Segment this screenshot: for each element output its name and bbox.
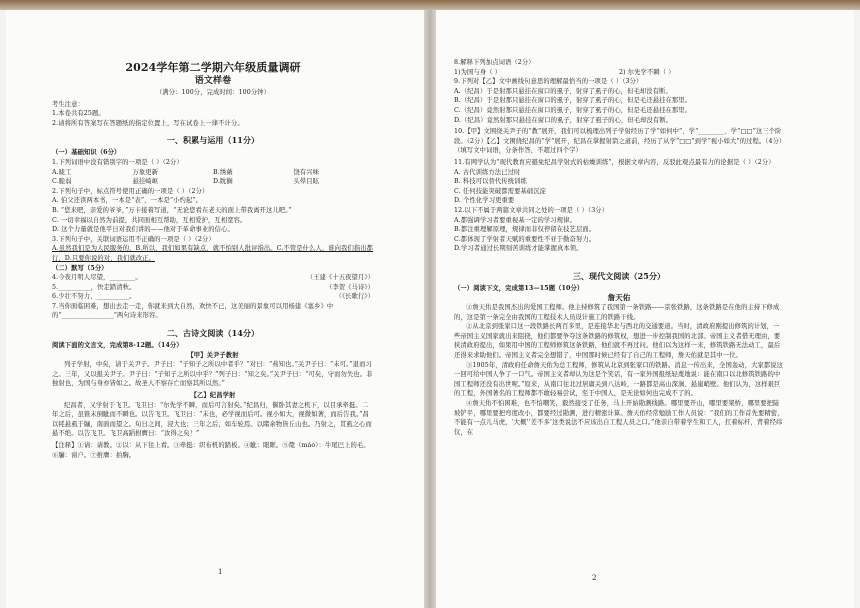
passage-jia-title: 【甲】关尹子教射	[187, 351, 239, 359]
reading-instruction: 阅读下面的文言文，完成第8-12题。（14分）	[52, 342, 183, 350]
question-5: 5.__________，快走踏清秋。	[52, 283, 136, 291]
question-1-options	[52, 168, 374, 187]
notice-item: 2.请将所有答案写在答题纸的指定位置上，写在试卷上一律不计分。	[52, 119, 244, 127]
question-3-sentence: A.虽然我们是为人民服务的，B.所以，我们如果有缺点，就不怕别人批评指出。C.不管是什么人，谁向我们指出都行，D.只要你说的对，我们就改正。	[52, 245, 374, 262]
question-2: 2.下列句子中，标点符号使用正确的一项是（ ）（2分）	[52, 187, 209, 195]
subsection-heading: （一）基础知识（6分）	[52, 149, 121, 157]
question-10: 10.【甲】文围绕关尹子的“教”展开，我们可以梳理出列子学射经历了学“如何中”、学“________、学“□□”这三个阶段。（2分）【乙】文围绕纪昌的“学”展开，纪昌在掌握射箭之道前，经历了从学“□□”到学“视小如大”的过程。（4分）（填写文中词语，分条作答，不超过四个字）	[454, 128, 783, 155]
article-paragraph: ④詹天佑不怕困难，也不怕嘲笑，毅然接受了任务，马上开始勘测线路。哪里要开山，哪里要架桥，哪里要把陡坡铲平，哪里要把弯度改小，都要经过勘测，进行精密计算。詹天佑经常勉励工作人员说：“我们的工作首先要精密，不能有一点儿马虎，‘大概’‘差不多’这类说法不应该出自工程人员之口。”他亲自带着学生和工人，扛着标杆，背着经纬仪，在	[454, 400, 784, 436]
question-8: 8.解释下列加点词语（2分）	[454, 59, 535, 66]
article-title: 詹天佑	[607, 293, 631, 303]
page-number: 1	[218, 568, 223, 576]
question-12: 12.以下不属于两篇文章共同之处的一项是（ ）（3分）	[454, 206, 609, 214]
passage-jia-text: 列子学射，中矣，请于关尹子。尹子曰：“子知子之所以中者乎？”对曰：“弗知也。”关尹子曰：“未可。”退而习之。三年，又以报关尹子。尹子曰：“子知子之所以中乎？”列子曰：“知之矣。”关尹子曰：“可矣，守而勿失也。非独射也，为国与身亦皆如之。故圣人不察存亡而察其所以然。”	[52, 361, 373, 388]
part-heading: 二、古诗文阅读（14分）	[166, 328, 260, 339]
option: B. 科技可以替代传统训练	[454, 178, 527, 186]
option: B.都注重理解原理，规律而非仅停留在技艺层面。	[454, 226, 596, 234]
option: C.（纪昌）竟然射那只悬挂在窗口的虱子，射穿了虱子的心，但是毛还悬挂在那里。	[454, 106, 692, 114]
page-number: 2	[592, 574, 597, 582]
page-left	[6, 10, 424, 608]
option: 万象更新	[132, 168, 159, 176]
option: A.都强调学习者要重视基一定的学习规律。	[454, 216, 576, 224]
question-7: 7.当你面临困难，想出去走一走，你就来到大自然，欢快不已，这美丽的景象可以用杨建《塞乡》中的“________________”两句诗来形容。	[52, 302, 334, 320]
passage-yi-text: 纪昌者，又学射于飞卫。飞卫曰：“尔先学不瞬，而后可言射矣。”纪昌归，偃卧其妻之机下，以目承牵挺。二年之后，虽锥末倒眦而不瞬也。以告飞卫。飞卫曰：“未也，必学视而后可。视小如大，视微如著，而后告我。”昌以牦悬虱于牖，南面而望之。旬日之间，浸大也；三年之后，如车轮焉。以睹余物皆丘山也。乃射之，贯虱之心而悬不绝。以告飞卫。飞卫高蹈拊膺曰：“汝得之矣！”	[52, 401, 372, 438]
option: D.（纪昌）竟然射那只悬挂在窗口的虱子，射穿了虱子的心，但毛却没有断。	[454, 116, 673, 124]
option: C. 任何技能突破都需要基础沉淀	[454, 187, 547, 195]
question-11: 11.有网学认为“现代教育应避免纪昌学射式的枯燥训练”，根据文章内容，反驳此观点最有力的论据是（ ）（2分）	[454, 158, 775, 166]
subsection-heading: （二）默写（5分）	[52, 264, 108, 272]
passage-yi-title: 【乙】纪昌学射	[190, 392, 236, 400]
option: A. 古代训练方法已过时	[454, 168, 521, 176]
question-4-source: （王建《十五夜望月》）	[306, 274, 374, 282]
part-heading: 一、积累与运用（11分）	[166, 135, 260, 146]
part-heading: 三、现代文阅读（25分）	[572, 270, 666, 281]
option: C.都体现了学射者天赋的重要性不亚于勤奋努力。	[454, 235, 596, 243]
question-6-row	[52, 292, 374, 302]
page-left-content	[52, 56, 374, 460]
option: D. 个性化学习更重要	[454, 197, 515, 205]
question-1: 1.下列词语中没有错别字的一项是（ ）（2分）	[52, 158, 183, 166]
option: 悬挂崎岖	[132, 178, 159, 186]
page-right-content	[454, 58, 784, 437]
question-8-items	[454, 68, 784, 78]
scan-top-edge	[0, 0, 860, 10]
option: C.脆弱	[52, 178, 72, 186]
subsection-heading: （一）阅读下文，完成第13—15题（10分）	[454, 284, 584, 292]
question-5-source: （李贺《马诗》）	[325, 283, 374, 291]
option: A.（纪昌）于是射那只悬挂在窗口的虱子，射穿了虱子的心，但毛却没有断。	[454, 87, 672, 95]
article-paragraph: ①詹天佑是我国杰出的爱国工程师。他主持修筑了我国第一条铁路——京张铁路，这条铁路是在他的主持下修成的，这是第一条完全由我国的工程技术人员设计施工的铁路干线。	[454, 304, 780, 321]
notice-heading: 考生注意：	[52, 100, 84, 108]
question-9: 9.下列对【乙】文中画线句意思的理解最恰当的一项是（ ）（3分）	[454, 78, 643, 86]
question-6-source: （《长歌行》）	[335, 293, 374, 301]
question-3: 3.下列句子中，关联词语运用不正确的一项是（ ）（2分）	[52, 235, 215, 243]
option: B. “您来吧，亲爱的爷爷，”万卡接着写道，“无论您看在老天的面上带我离开这儿吧。”	[52, 206, 292, 214]
option: C. 一切幸福以自然为前提，共同面相互帮助，互相爱护，互相宽容。	[52, 216, 247, 224]
option: 饶有兴味	[293, 168, 320, 176]
exam-subtitle: 语文样卷	[194, 76, 232, 86]
notice-item: 1.本卷共有25题。	[52, 110, 105, 118]
option: B.绣薇	[213, 168, 233, 176]
option: A. 伯父还读两本书，一本是“表”，一本是“小灼起”。	[52, 197, 203, 205]
book-gutter	[424, 10, 436, 608]
item: 2) 尔先学不瞬（ ）	[619, 68, 675, 76]
option: A.昽工	[52, 168, 72, 176]
page-right	[436, 10, 854, 608]
option: 头晕目眩	[293, 178, 320, 186]
question-4-row	[52, 273, 374, 283]
item: 1)为国与身（ ）	[454, 68, 502, 76]
article-paragraph: ③1905年，清政府任命詹天佑为总工程师，修筑从北京到张家口的铁路。消息一传出来，全国轰动，大家都说这一回可给中国人争了一口气。帝国主义者却认为这是个笑话，有一家外国报纸轻蔑地说：能在南口以北修筑铁路的中国工程师还没有出世呢。”原来，从南口往北过居庸关到八达岭，一路都是高山深涧、悬崖峭壁。他们认为，这样艰巨的工程，外国著名的工程师都不敢轻易尝试，至于中国人，是无论如何也完成不了的。	[454, 361, 784, 398]
question-6: 6.少壮不努力，__________。	[52, 293, 136, 301]
question-4: 4.今夜月明人尽望，________。	[52, 274, 142, 282]
exam-meta: （满分：100分，完成时间：100分钟）	[155, 89, 271, 96]
question-5-row	[52, 283, 374, 293]
option: D. 这个力量就是他平日对我们讲的——他对于革命事业的信心。	[52, 226, 234, 234]
exam-title: 2024学年第二学期六年级质量调研	[125, 61, 301, 74]
footnotes: 【注释】①请：请教。②以：从下往上看。③牵挺：织布机的踏板。④眦：眼眶。⑤氂（máo）：牛尾巴上的毛。⑥牖：窗户。⑦拊膺：拍胸。	[52, 442, 370, 459]
option: D.眈搁	[213, 178, 233, 186]
option: D.学习者通过长期刻苦训练才能掌握真本领。	[454, 245, 583, 253]
option: B.（纪昌）于是射那只悬挂在窗口的虱子，射穿了虱子的心，但是毛还悬挂在那里。	[454, 97, 692, 105]
article-paragraph: ②从北京到张家口这一段铁路长两百多里，是连接华北与西北的交通要道。当时，清政府刚提出修筑的计划，一些帝国主义国家就出来阻挠，他们都要争夺这条铁路的修筑权，想进一步控制我国的北部。帝国主义者借无理由，要挟清政府提出，如果用中国的工程师修筑这条铁路，他们就不再过问。他们以为这样一来，修筑铁路无法动工，最后还得来求助他们。帝国主义者完全想错了，中国那时候已经有了自己的工程师，詹天佑就是其中一位。	[454, 323, 781, 360]
